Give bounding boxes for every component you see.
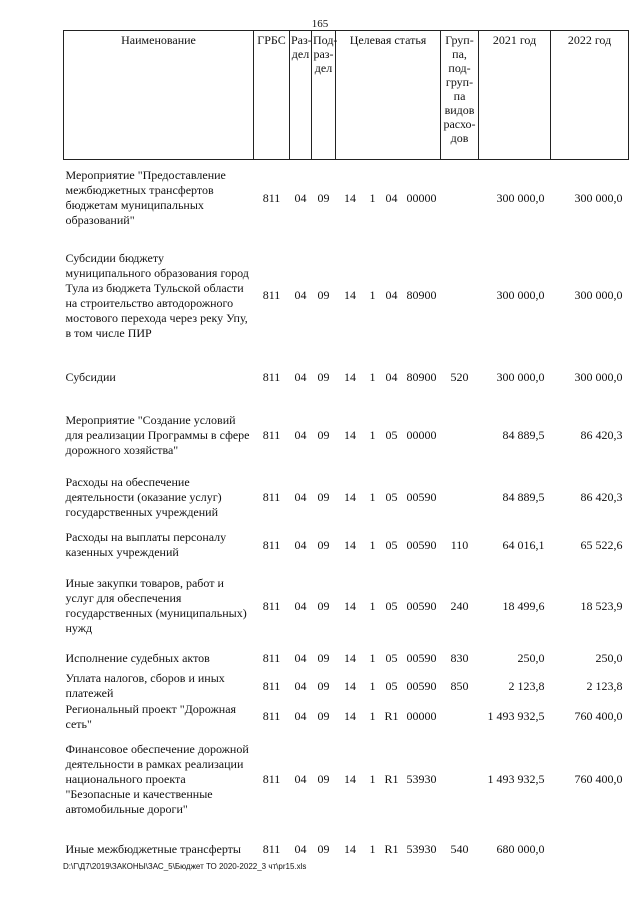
row-target-2: 1 — [369, 678, 376, 693]
row-grbs: 811 — [262, 709, 281, 723]
row-target-3: 05 — [385, 489, 398, 504]
row-podrazdel: 09 — [317, 537, 330, 552]
row-2021: 84 889,5 — [502, 428, 545, 442]
row-target-2: 1 — [369, 537, 376, 552]
row-razdel: 04 — [294, 842, 307, 856]
row-target-2: 1 — [369, 370, 376, 384]
row-grbs: 811 — [262, 771, 281, 786]
table-header-row — [64, 31, 629, 160]
row-group — [441, 401, 479, 471]
row-target-4: 00590 — [406, 678, 437, 693]
row-2021: 250,0 — [517, 650, 545, 665]
row-group — [441, 160, 479, 237]
row-target-2: 1 — [369, 598, 376, 613]
row-target-3: 04 — [385, 288, 398, 302]
row-target-3: R1 — [384, 709, 399, 723]
row-target-4: 00000 — [406, 428, 437, 442]
row-target-2: 1 — [369, 288, 376, 302]
row-target-1: 14 — [344, 537, 356, 552]
row-name: Расходы на выплаты персоналу казенных учреждений — [65, 530, 227, 559]
header-target: Целевая статья — [336, 31, 441, 160]
table-row — [64, 237, 629, 355]
row-target-3: 05 — [385, 678, 398, 693]
row-target-2: 1 — [369, 489, 376, 504]
row-razdel: 04 — [294, 771, 307, 786]
row-2022: 760 400,0 — [574, 709, 623, 723]
row-2021: 18 499,6 — [502, 598, 545, 613]
row-podrazdel: 09 — [317, 650, 330, 665]
header-name: Наименование — [64, 31, 254, 160]
table-row — [64, 567, 629, 646]
row-razdel: 04 — [294, 650, 307, 665]
row-podrazdel: 09 — [317, 678, 330, 693]
row-group: 240 — [450, 598, 469, 613]
row-grbs: 811 — [262, 678, 281, 693]
row-name: Иные закупки товаров, работ и услуг для обеспечения государственных (муниципальных) нужд — [65, 576, 247, 635]
row-razdel: 04 — [294, 678, 307, 693]
row-razdel: 04 — [294, 288, 307, 302]
row-podrazdel: 09 — [317, 842, 330, 856]
row-target-1: 14 — [344, 190, 356, 205]
row-target-4: 80900 — [406, 370, 437, 384]
row-group — [441, 237, 479, 355]
row-group: 540 — [450, 842, 469, 856]
row-grbs: 811 — [262, 598, 281, 613]
row-group: 520 — [450, 370, 469, 384]
row-target-2: 1 — [369, 190, 376, 205]
row-target-1: 14 — [344, 370, 356, 384]
header-2021: 2021 год — [479, 31, 551, 160]
row-target-3: 04 — [385, 190, 398, 205]
row-2022 — [551, 827, 629, 873]
row-razdel: 04 — [294, 489, 307, 504]
row-target-4: 80900 — [406, 288, 437, 302]
row-target-4: 53930 — [406, 842, 437, 856]
row-target-1: 14 — [344, 842, 356, 856]
row-razdel: 04 — [294, 537, 307, 552]
header-group: Груп-па, под-груп-па видов расхо-дов — [441, 31, 479, 160]
row-name: Субсидии бюджету муниципального образования город Тула из бюджета Тульской области на строительство автодорожного мостового перехода через реку Упу, в том числе ПИР — [65, 250, 249, 340]
row-2021: 64 016,1 — [502, 537, 545, 552]
row-group — [441, 471, 479, 524]
row-grbs: 811 — [262, 537, 281, 552]
row-target-4: 53930 — [406, 771, 437, 786]
row-target-1: 14 — [344, 489, 356, 504]
row-group — [441, 732, 479, 827]
table-row — [64, 524, 629, 567]
row-name: Иные межбюджетные трансферты — [65, 842, 241, 856]
row-grbs: 811 — [262, 190, 281, 205]
row-podrazdel: 09 — [317, 489, 330, 504]
row-podrazdel: 09 — [317, 709, 330, 723]
table-row — [64, 646, 629, 671]
row-2021: 2 123,8 — [508, 678, 545, 693]
row-target-3: 05 — [385, 650, 398, 665]
row-target-2: 1 — [369, 771, 376, 786]
row-target-3: 05 — [385, 537, 398, 552]
row-group — [441, 702, 479, 732]
row-name: Мероприятие "Предоставление межбюджетных трансфертов бюджетам муниципальных образований" — [65, 168, 226, 228]
row-name: Финансовое обеспечение дорожной деятельности в рамках реализации национального проекта "Безопасные и качественные автомобильные дороги" — [65, 741, 249, 816]
row-name: Расходы на обеспечение деятельности (оказание услуг) государственных учреждений — [65, 474, 222, 519]
file-path-footer: D:\Г\Д7\2019\ЗАКОНЫ\ЗАС_5\Бюджет ТО 2020-2022_3 чт\pr15.xls — [63, 862, 307, 871]
row-target-4: 00590 — [406, 598, 437, 613]
row-2022: 86 420,3 — [580, 489, 623, 504]
budget-table — [63, 30, 629, 873]
row-2021: 300 000,0 — [496, 190, 545, 205]
table-row — [64, 160, 629, 237]
row-2021: 680 000,0 — [496, 842, 545, 856]
row-target-2: 1 — [369, 709, 376, 723]
row-2022: 86 420,3 — [580, 428, 623, 442]
row-razdel: 04 — [294, 598, 307, 613]
row-group: 110 — [450, 537, 469, 552]
row-name: Региональный проект "Дорожная сеть" — [65, 701, 237, 731]
header-grbs: ГРБС — [254, 31, 290, 160]
row-razdel: 04 — [294, 709, 307, 723]
page-number: 165 — [311, 18, 329, 30]
row-target-4: 00590 — [406, 650, 437, 665]
row-2022: 18 523,9 — [580, 598, 623, 613]
row-target-2: 1 — [369, 650, 376, 665]
row-grbs: 811 — [262, 650, 281, 665]
row-2021: 1 493 932,5 — [487, 709, 545, 723]
row-name: Мероприятие "Создание условий для реализации Программы в сфере дорожного хозяйства" — [65, 413, 250, 457]
table-row — [64, 471, 629, 524]
row-2022: 250,0 — [595, 650, 623, 665]
row-target-1: 14 — [344, 650, 356, 665]
row-target-2: 1 — [369, 842, 376, 856]
header-podrazdel: Под-раз-дел — [312, 31, 336, 160]
row-target-4: 00000 — [406, 190, 437, 205]
row-2021: 300 000,0 — [496, 288, 545, 302]
row-target-4: 00590 — [406, 537, 437, 552]
row-target-3: R1 — [384, 842, 399, 856]
row-name: Субсидии — [65, 370, 116, 384]
row-2022: 300 000,0 — [574, 190, 623, 205]
row-target-4: 00000 — [406, 709, 437, 723]
row-target-1: 14 — [344, 771, 356, 786]
row-2022: 300 000,0 — [574, 370, 623, 384]
row-2022: 2 123,8 — [586, 678, 623, 693]
row-target-1: 14 — [344, 598, 356, 613]
row-target-1: 14 — [344, 709, 356, 723]
header-2022: 2022 год — [551, 31, 629, 160]
row-2021: 1 493 932,5 — [487, 771, 545, 786]
row-target-3: 05 — [385, 428, 398, 442]
row-grbs: 811 — [262, 370, 281, 384]
row-grbs: 811 — [262, 489, 281, 504]
row-grbs: 811 — [262, 428, 281, 442]
row-podrazdel: 09 — [317, 190, 330, 205]
row-target-2: 1 — [369, 428, 376, 442]
row-target-4: 00590 — [406, 489, 437, 504]
row-name: Исполнение судебных актов — [65, 650, 210, 665]
row-grbs: 811 — [262, 842, 281, 856]
table-row — [64, 401, 629, 471]
row-podrazdel: 09 — [317, 428, 330, 442]
row-target-3: 04 — [385, 370, 398, 384]
table-row — [64, 702, 629, 732]
row-group: 830 — [450, 650, 469, 665]
row-razdel: 04 — [294, 190, 307, 205]
row-2021: 84 889,5 — [502, 489, 545, 504]
header-razdel: Раз-дел — [290, 31, 312, 160]
row-grbs: 811 — [262, 288, 281, 302]
row-target-1: 14 — [344, 428, 356, 442]
row-podrazdel: 09 — [317, 370, 330, 384]
row-podrazdel: 09 — [317, 288, 330, 302]
row-target-3: 05 — [385, 598, 398, 613]
row-2021: 300 000,0 — [496, 370, 545, 384]
row-target-1: 14 — [344, 288, 356, 302]
table-row — [64, 732, 629, 827]
row-2022: 300 000,0 — [574, 288, 623, 302]
row-name: Уплата налогов, сборов и иных платежей — [65, 671, 225, 700]
row-razdel: 04 — [294, 370, 307, 384]
table-row — [64, 355, 629, 401]
row-2022: 65 522,6 — [580, 537, 623, 552]
row-podrazdel: 09 — [317, 598, 330, 613]
row-group: 850 — [450, 678, 469, 693]
row-2022: 760 400,0 — [574, 771, 623, 786]
table-row — [64, 671, 629, 702]
row-podrazdel: 09 — [317, 771, 330, 786]
row-target-3: R1 — [384, 771, 399, 786]
row-razdel: 04 — [294, 428, 307, 442]
row-target-1: 14 — [344, 678, 356, 693]
